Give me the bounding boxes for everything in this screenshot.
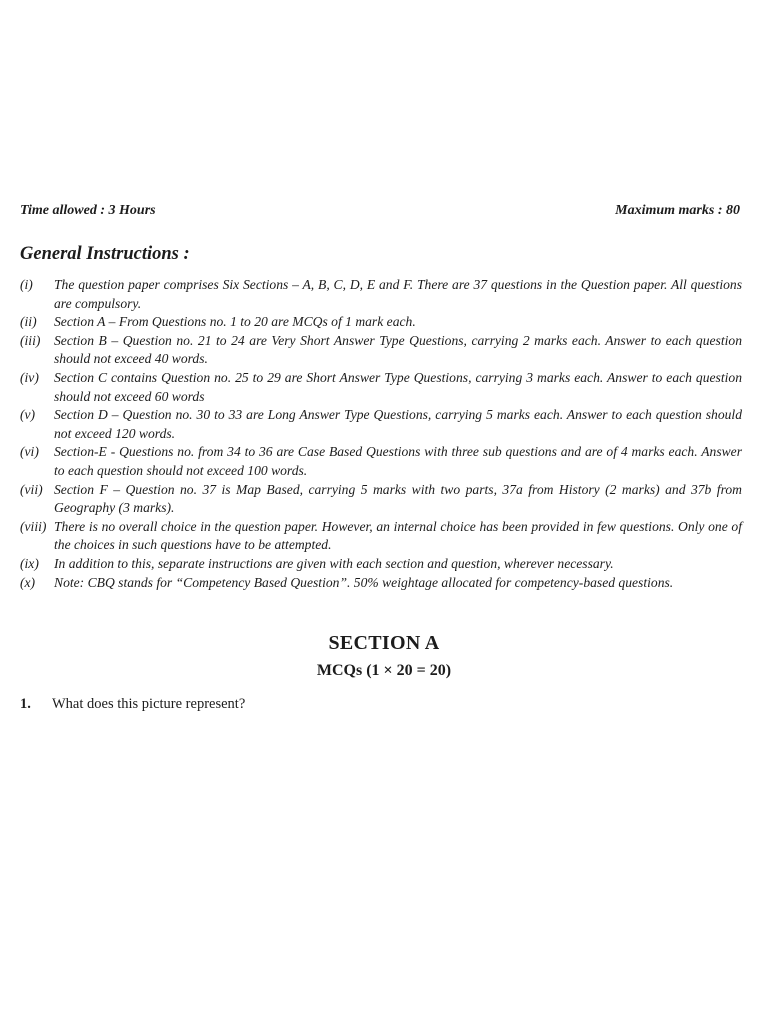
instruction-number: (vii)	[20, 481, 43, 497]
instruction-item	[20, 369, 742, 406]
instruction-item	[20, 332, 742, 369]
instruction-text: The question paper comprises Six Sections – A, B, C, D, E and F. There are 37 questions in the Question paper. All questions are compulsory.	[54, 277, 742, 311]
instruction-item	[20, 443, 742, 480]
maximum-marks: Maximum marks : 80	[615, 203, 740, 218]
instruction-item	[20, 518, 742, 555]
instruction-number: (x)	[20, 574, 36, 590]
instruction-text: There is no overall choice in the question paper. However, an internal choice has been provided in few questions. Only one of the choices in such questions have to be attempted.	[54, 518, 742, 553]
instruction-item	[20, 555, 742, 574]
instruction-text: Section B – Question no. 21 to 24 are Very Short Answer Type Questions, carrying 2 marks each. Answer to each question should not exceed 40 words.	[54, 332, 742, 367]
instruction-number: (iii)	[20, 332, 41, 348]
instruction-text: In addition to this, separate instructions are given with each section and question, wherever necessary.	[54, 555, 614, 571]
instructions-list	[20, 276, 742, 592]
paper-meta-row	[20, 203, 740, 219]
instruction-number: (vi)	[20, 444, 39, 460]
question-item	[20, 696, 245, 713]
instruction-number: (i)	[20, 277, 33, 292]
instruction-number: (ix)	[20, 555, 39, 571]
question-text: What does this picture represent?	[52, 696, 246, 712]
instruction-item	[20, 276, 742, 313]
instruction-number: (v)	[20, 407, 36, 423]
question-number: 1.	[20, 696, 31, 712]
instruction-item	[20, 481, 742, 518]
time-allowed: Time allowed : 3 Hours	[20, 203, 156, 218]
instruction-number: (ii)	[20, 314, 37, 330]
section-subtitle: MCQs (1 × 20 = 20)	[316, 662, 452, 679]
instruction-item	[20, 313, 742, 332]
instruction-item	[20, 574, 742, 593]
instruction-number: (iv)	[20, 369, 39, 385]
instruction-text: Section F – Question no. 37 is Map Based, carrying 5 marks with two parts, 37a from History (2 marks) and 37b from Geography (3 marks).	[54, 481, 742, 516]
instruction-text: Section-E - Questions no. from 34 to 36 are Case Based Questions with three sub questions and are of 4 marks each. Answer to each question should not exceed 100 words.	[54, 444, 742, 478]
general-instructions-heading: General Instructions :	[20, 244, 190, 264]
instruction-number: (viii)	[20, 518, 47, 534]
instruction-text: Note: CBQ stands for “Competency Based Question”. 50% weightage allocated for competency-based questions.	[54, 574, 674, 590]
instruction-text: Section D – Question no. 30 to 33 are Long Answer Type Questions, carrying 5 marks each. Answer to each question should not exceed 120 words.	[54, 407, 742, 441]
section-title: SECTION A	[328, 632, 440, 654]
instruction-item	[20, 406, 742, 443]
instruction-text: Section A – From Questions no. 1 to 20 are MCQs of 1 mark each.	[54, 314, 416, 330]
instruction-text: Section C contains Question no. 25 to 29 are Short Answer Type Questions, carrying 3 marks each. Answer to each question should not exceed 60 words	[54, 369, 742, 404]
